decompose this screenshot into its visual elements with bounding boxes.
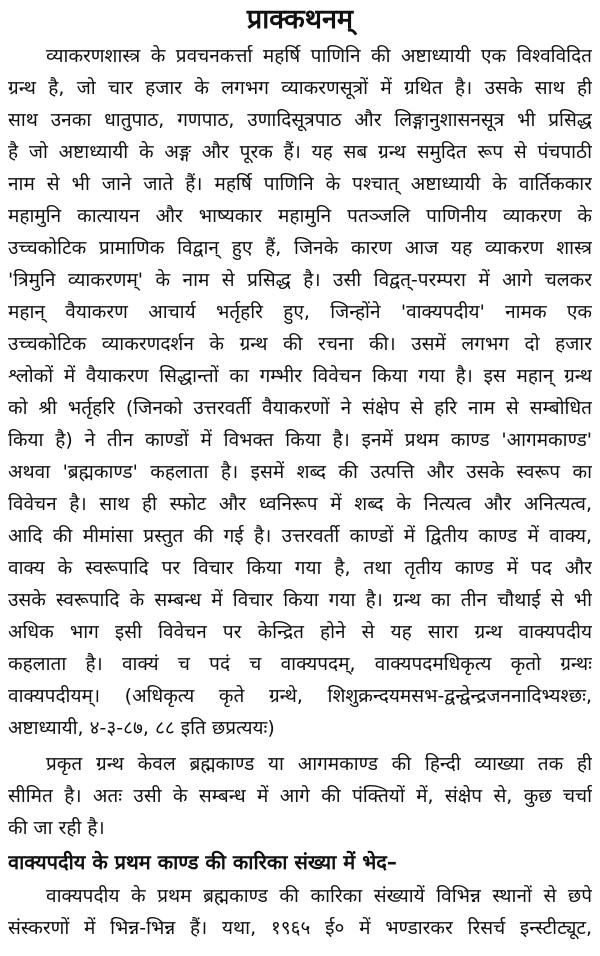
text-line: साथ उनका धातुपाठ, गणपाठ, उणादिसूत्रपाठ और लिङ्गानुशासनसूत्र भी प्रसिद्ध (8, 109, 592, 131)
text-line: प्रकृत ग्रन्थ केवल ब्रह्मकाण्ड या आगमकाण्ड की हिन्दी व्याख्या तक ही (46, 753, 592, 775)
text-line: वाक्यपदीय के प्रथम ब्रह्मकाण्ड की कारिका संख्यायें विभिन्न स्थानों से छपे (46, 885, 592, 907)
text-line: किया है) ने तीन काण्डों में विभक्त किया है। इनमें प्रथम काण्ड 'आगमकाण्ड' (8, 429, 592, 451)
paragraph-3 (8, 880, 592, 944)
text-line: महामुनि कात्यायन और भाष्यकार महामुनि पतञ्जलि पाणिनीय व्याकरण के (8, 205, 592, 227)
text-line: व्याकरणशास्त्र के प्रवचनकर्त्ता महर्षि पाणिनि की अष्टाध्यायी एक विश्वविदित (46, 45, 592, 67)
text-line: महान् वैयाकरण आचार्य भर्तृहरि हुए, जिन्होंने 'वाक्यपदीय' नामक एक (8, 301, 592, 323)
text-line: ग्रन्थ है, जो चार हजार के लगभग व्याकरणसूत्रों में ग्रथित है। उसके साथ ही (8, 77, 592, 99)
text-line: विवेचन है। साथ ही स्फोट और ध्वनिरूप में शब्द के नित्यत्व और अनित्यत्व, (8, 493, 592, 515)
paragraph-2 (8, 748, 592, 844)
text-line: अधिक भाग इसी विवेचन पर केन्द्रित होने से यह सारा ग्रन्थ वाक्यपदीय (8, 621, 592, 643)
section-heading: वाक्यपदीय के प्रथम काण्ड की कारिका संख्या में भेद– (8, 850, 397, 874)
text-line: उसके स्वरूपादि के सम्बन्ध में विचार किया गया है। ग्रन्थ का तीन चौथाई से भी (8, 589, 592, 611)
text-line: श्लोकों में वैयाकरण सिद्धान्तों का गम्भीर विवेचन किया गया है। इस महान् ग्रन्थ (8, 365, 592, 387)
text-line: संस्करणों में भिन्न-भिन्न हैं। यथा, १९६५ ई० में भण्डारकर रिसर्च इन्स्टीट्यूट, (8, 917, 592, 939)
text-line: उच्चकोटिक व्याकरणदर्शन के ग्रन्थ की रचना की। उसमें लगभग दो हजार (8, 333, 592, 355)
text-line: को श्री भर्तृहरि (जिनको उत्तरवर्ती वैयाकरणों ने संक्षेप से हरि नाम से सम्बोधित (8, 397, 592, 419)
text-line: सीमित है। अतः उसी के सम्बन्ध में आगे की पंक्तियों में, संक्षेप से, कुछ चर्चा (8, 785, 592, 807)
text-line: 'त्रिमुनि व्याकरणम्' के नाम से प्रसिद्ध है। उसी विद्वत्-परम्परा में आगे चलकर (8, 269, 592, 291)
text-line: कहलाता है। वाक्यं च पदं च वाक्यपदम्, वाक्यपदमधिकृत्य कृतो ग्रन्थः (8, 653, 592, 675)
text-line: वाक्य के स्वरूपादि पर विचार किया गया है, तथा तृतीय काण्ड में पद और (8, 557, 592, 579)
text-line: अथवा 'ब्रह्मकाण्ड' कहलाता है। इसमें शब्द की उत्पत्ति और उसके स्वरूप का (8, 461, 592, 483)
paragraph-1 (8, 40, 592, 744)
text-line: नाम से भी जाने जाते हैं। महर्षि पाणिनि के पश्चात् अष्टाध्यायी के वार्तिककार (8, 173, 592, 195)
text-line: आदि की मीमांसा प्रस्तुत की गई है। उत्तरवर्ती काण्डों में द्वितीय काण्ड में वाक्य, (8, 525, 592, 547)
text-line: उच्चकोटिक प्रामाणिक विद्वान् हुए हैं, जिनके कारण आज यह व्याकरण शास्त्र (8, 237, 592, 259)
text-line: है जो अष्टाध्यायी के अङ्ग और पूरक हैं। यह सब ग्रन्थ समुदित रूप से पंचपाठी (8, 141, 592, 163)
page-title: प्राक्कथनम् (246, 4, 354, 35)
text-line: वाक्यपदीयम्। (अधिकृत्य कृते ग्रन्थे, शिशुक्रन्दयमसभ-द्वन्द्वेन्द्रजननादिभ्यश्छः, (8, 685, 592, 707)
text-line: की जा रही है। (8, 817, 105, 839)
text-line: अष्टाध्यायी, ४-३-८७, ८८ इति छप्रत्ययः) (8, 717, 275, 739)
